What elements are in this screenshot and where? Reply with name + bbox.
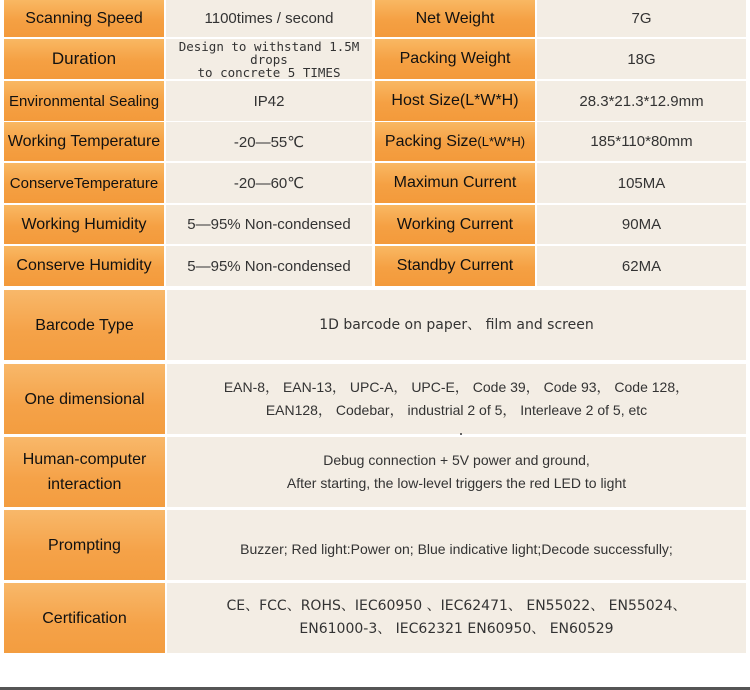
duration-line-1: Design to withstand 1.5M drops <box>178 38 360 67</box>
human-computer-line-2: interaction <box>47 476 122 493</box>
spec-label-host-size: Host Size(L*W*H) <box>375 81 535 121</box>
spec-label-packing-weight: Packing Weight <box>375 39 535 79</box>
spec-label-environmental-sealing: Environmental Sealing <box>4 81 164 121</box>
spec-value-host-size: 28.3*21.3*12.9mm <box>537 81 746 121</box>
feature-label-human-computer <box>4 437 165 507</box>
feature-label-prompting: Prompting <box>4 510 165 580</box>
spec-label-conserve-humidity: Conserve Humidity <box>4 246 164 286</box>
feature-value-one-dimensional <box>167 364 746 434</box>
human-computer-line-1: Human-computer <box>22 451 147 468</box>
spec-value-net-weight: 7G <box>537 0 746 37</box>
spec-label-working-temperature: Working Temperature <box>4 122 164 161</box>
spec-value-maximum-current: 105MA <box>537 163 746 203</box>
packing-size-dims: (L*W*H) <box>477 134 526 149</box>
human-computer-value-line-2: After starting, the low-level triggers the red LED to light <box>286 475 627 491</box>
spec-label-standby-current: Standby Current <box>375 246 535 286</box>
feature-label-barcode-type: Barcode Type <box>4 290 165 360</box>
spec-label-net-weight: Net Weight <box>375 0 535 37</box>
spec-label-maximum-current: Maximun Current <box>375 163 535 203</box>
spec-label-working-humidity: Working Humidity <box>4 205 164 244</box>
spec-value-scanning-speed: 1100times / second <box>166 0 372 37</box>
feature-value-barcode-type: 1D barcode on paper、 film and screen <box>167 290 746 360</box>
spec-value-working-current: 90MA <box>537 205 746 244</box>
spec-label-working-current: Working Current <box>375 205 535 244</box>
feature-value-certification <box>167 583 746 653</box>
spec-label-conserve-temperature: ConserveTemperature <box>4 163 164 203</box>
one-dimensional-line-2: EAN128， Codebar， industrial 2 of 5， Interleave 2 of 5, etc <box>265 402 648 418</box>
certification-line-1: CE、FCC、ROHS、IEC60950 、IEC62471、 EN55022、 EN55024、 <box>226 598 687 614</box>
certification-line-2: EN61000-3、 IEC62321 EN60950、 EN60529 <box>299 621 614 637</box>
feature-label-one-dimensional: One dimensional <box>4 364 165 434</box>
spec-label-scanning-speed: Scanning Speed <box>4 0 164 37</box>
feature-label-certification: Certification <box>4 583 165 653</box>
spec-value-working-temperature: -20—55℃ <box>166 122 372 161</box>
one-dimensional-line-1: EAN-8， EAN-13， UPC-A， UPC-E， Code 39， Code 93， Code 128， <box>223 379 690 395</box>
spec-value-standby-current: 62MA <box>537 246 746 286</box>
spec-value-packing-weight: 18G <box>537 39 746 79</box>
feature-value-human-computer <box>167 437 746 507</box>
spec-label-packing-size <box>375 122 535 161</box>
feature-value-prompting: Buzzer; Red light:Power on; Blue indicative light;Decode successfully; <box>167 510 746 580</box>
stray-dot <box>460 433 462 435</box>
spec-value-packing-size: 185*110*80mm <box>537 122 746 161</box>
spec-value-environmental-sealing: IP42 <box>166 81 372 121</box>
spec-value-duration <box>166 39 372 79</box>
packing-size-main: Packing Size <box>384 132 478 150</box>
spec-value-conserve-humidity: 5—95% Non-condensed <box>166 246 372 286</box>
spec-value-working-humidity: 5—95% Non-condensed <box>166 205 372 244</box>
spec-label-duration: Duration <box>4 39 164 79</box>
duration-line-2: to concrete 5 TIMES <box>197 64 341 80</box>
human-computer-value-line-1: Debug connection + 5V power and ground, <box>323 452 590 468</box>
spec-value-conserve-temperature: -20—60℃ <box>166 163 372 203</box>
